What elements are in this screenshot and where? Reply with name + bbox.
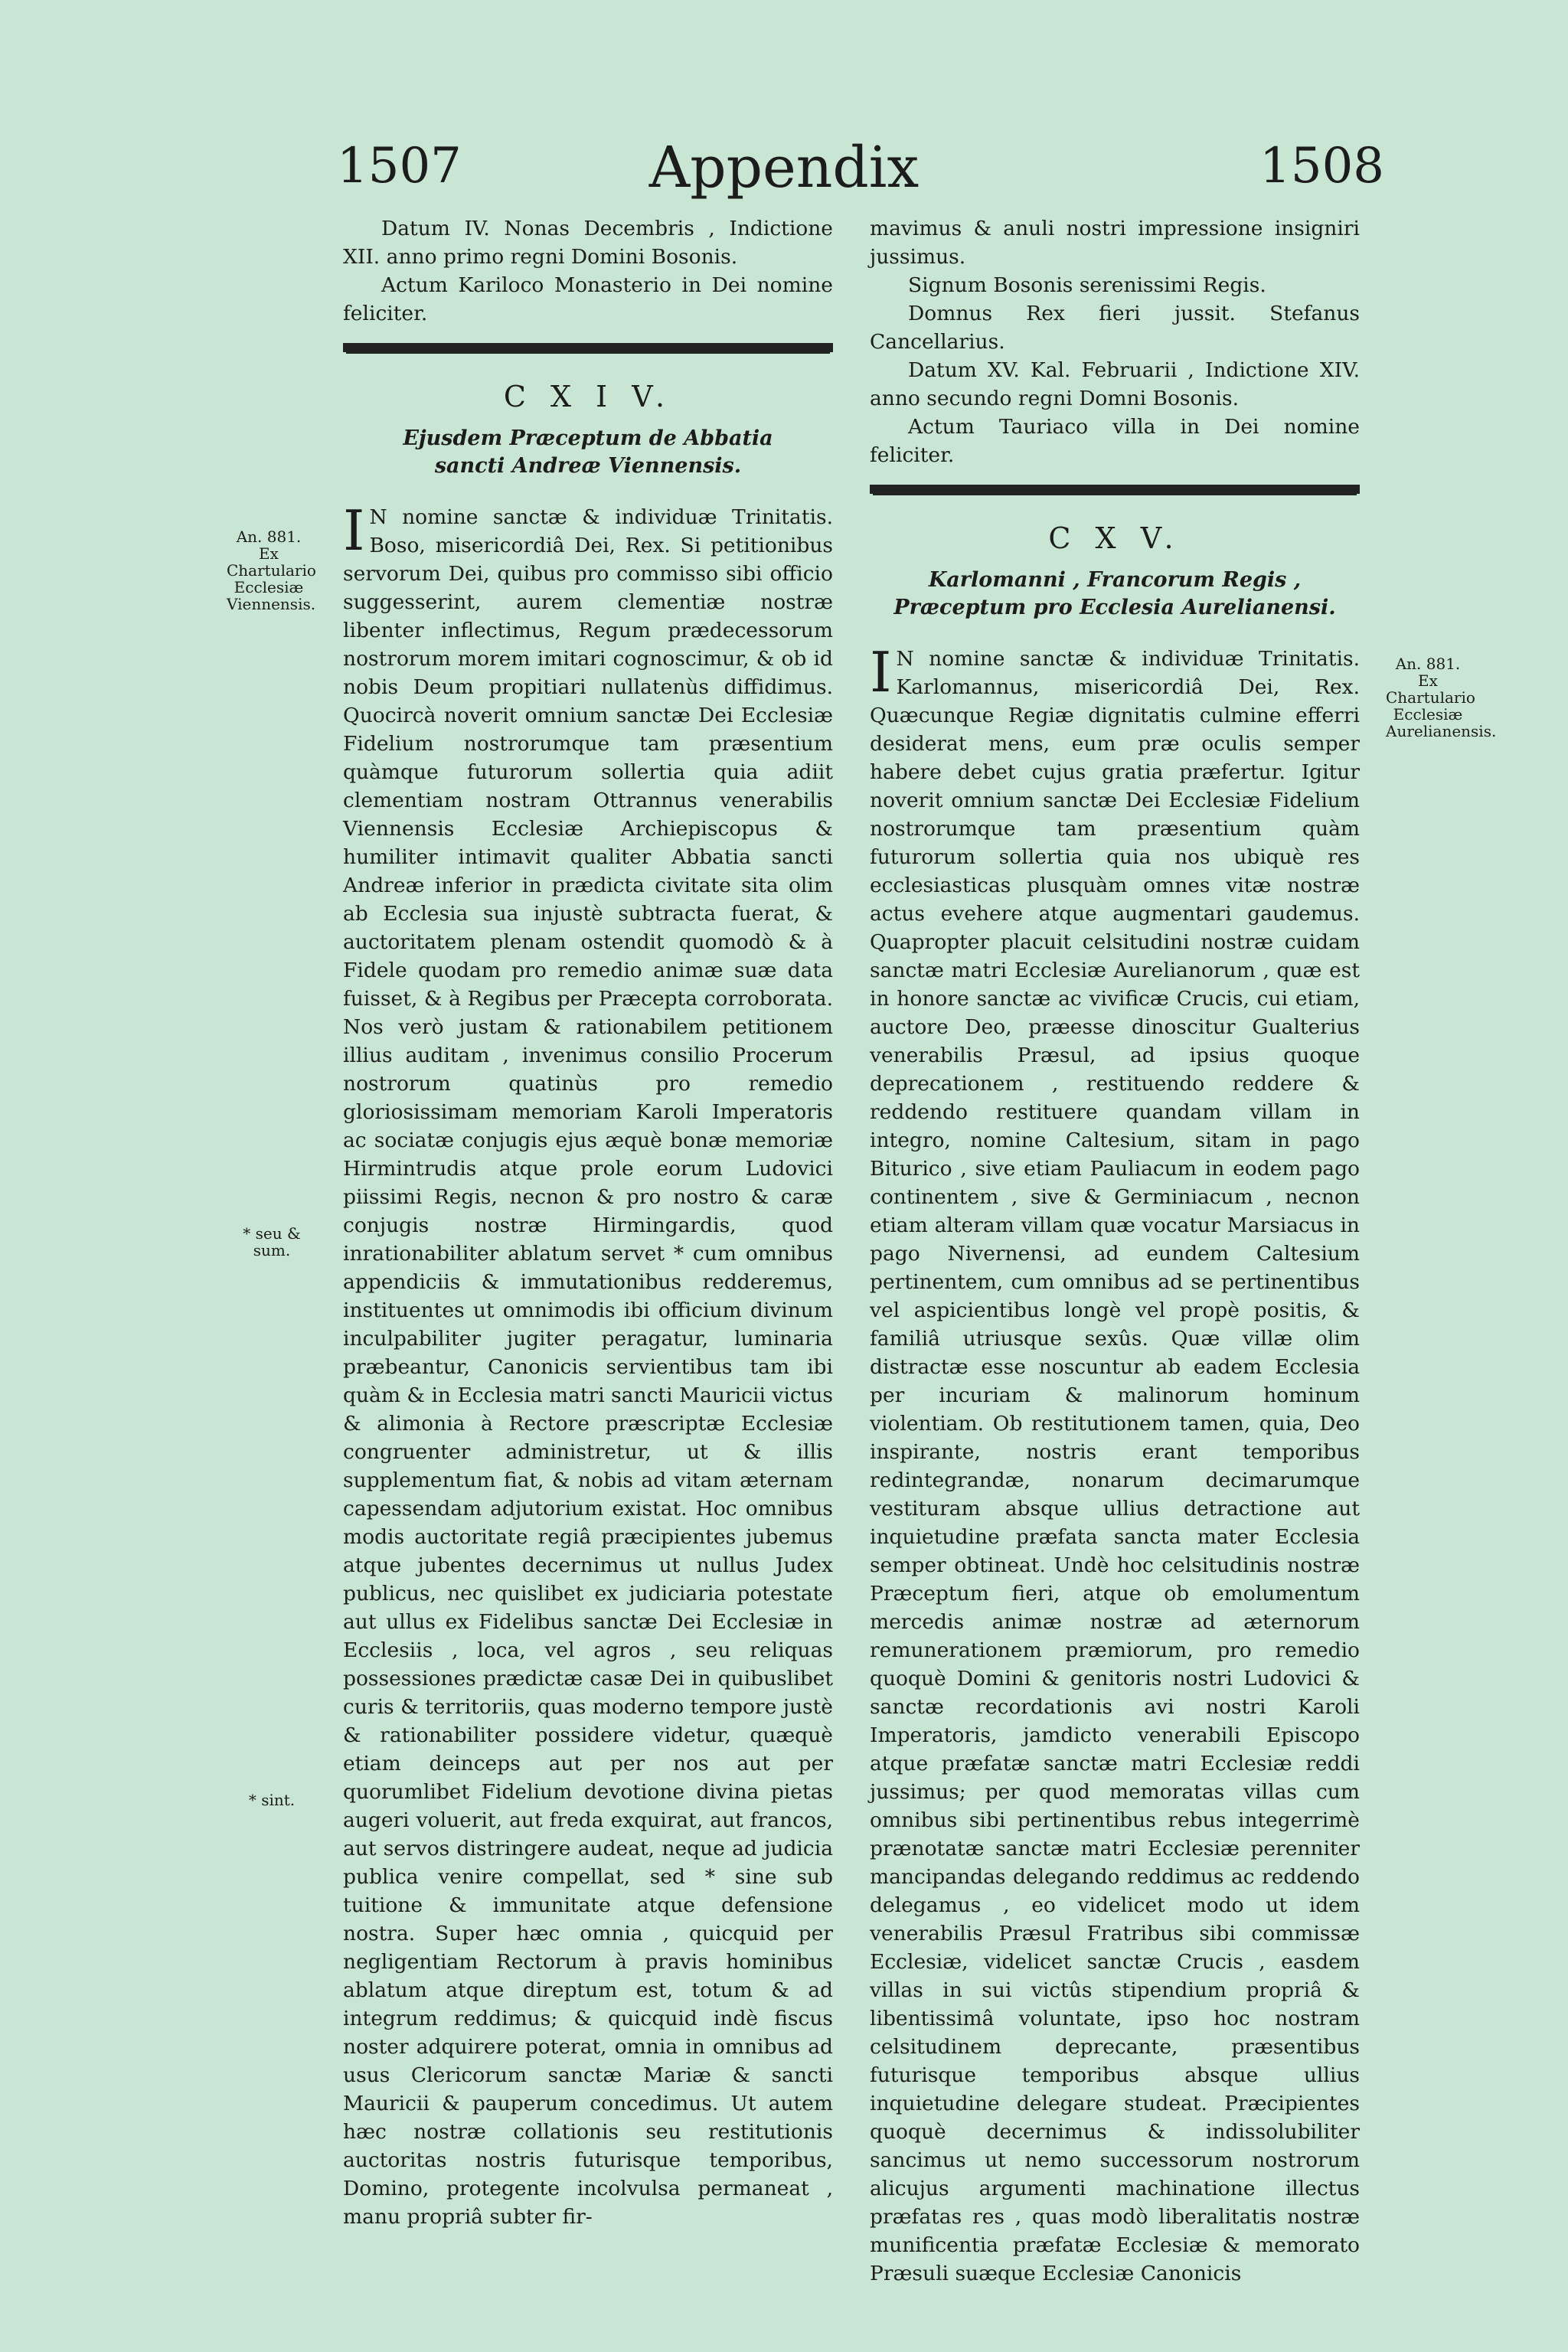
margin-note-source-right: An. 881. Ex Chartulario Ecclesiæ Aurelianensis. [1386,655,1497,740]
closing-line: Signum Bosonis serenissimi Regis. [908,273,1266,297]
closing-line: Actum Kariloco Monasterio in Dei nomine feliciter. [343,273,833,325]
charter-text [343,498,833,2231]
page-title: Appendix [648,135,920,201]
margin-note-source-left: An. 881. Ex Chartulario Ecclesiæ Viennensis. [227,528,316,613]
closing-line: Domnus Rex fieri jussit. Stefanus Cancellarius. [870,302,1360,354]
closing-line: Datum IV. Nonas Decembris , Indictione XII. anno primo regni Domini Bosonis. [343,217,833,269]
charter-text [870,640,1360,2288]
closing-line: mavimus & anuli nostri impressione insigniri jussimus. [870,217,1360,269]
margin-note-variant-2: * sint. [248,1791,296,1809]
charter-body: N nomine sanctæ & individuæ Trinitatis. Karlomannus, misericordiâ Dei, Rex. Quæcunque Regiæ dignitatis culmine efferri desiderat mens, eum præ oculis semper habere debet cujus gratia præfertur. Igitur noverit omnium sanctæ Dei Ecclesiæ Fidelium nostrorumque tam præsentium quàm futurorum sollertia quia nos ubiquè res ecclesiasticas plusquàm omnes vitæ nostræ actus evehere atque augmentari gaudemus. Quapropter placuit celsitudini nostræ cuidam sanctæ matri Ecclesiæ Aurelianorum , quæ est in honore sanctæ ac vivificæ Crucis, cui etiam, auctore Deo, præesse dinoscitur Gualterius venerabilis Præsul, ad ipsius quoque deprecationem , restituendo reddere & reddendo restituere quandam villam in integro, nomine Caltesium, sitam in pago Biturico , sive etiam Pauliacum in eodem pago continentem , sive & Germiniacum , necnon etiam alteram villam quæ vocatur Marsiacus in pago Nivernensi, ad eundem Caltesium pertinentem, cum omnibus ad se pertinentibus vel aspicientibus longè vel propè positis, & familiâ utriusque sexûs. Quæ villæ olim distractæ esse noscuntur ab eadem Ecclesia per incuriam & malinorum hominum violentiam. Ob restitutionem tamen, quia, Deo inspirante, nostris erant temporibus redintegrandæ, nonarum decimarumque vestituram absque ullius detractione aut inquietudine præfata sancta mater Ecclesia semper obtineat. Undè hoc celsitudinis nostræ Præceptum fieri, atque ob emolumentum mercedis animæ nostræ ad æternorum remunerationem præmiorum, pro remedio quoquè Domini & genitoris nostri Ludovici & sanctæ recordationis avi nostri Karoli Imperatoris, jamdicto venerabili Episcopo atque præfatæ sanctæ matri Ecclesiæ reddi jussimus; per quod memoratas villas cum omnibus sibi pertinentibus rebus integerrimè prænotatæ sanctæ matri Ecclesiæ perenniter mancipandas delegando reddimus ac reddendo delegamus , eo videlicet modo ut idem venerabilis Præsul Fratribus sibi commissæ Ecclesiæ, videlicet sanctæ Crucis , easdem villas in sui victûs stipendium propriâ & libentissimâ voluntate, ipso hoc nostram celsitudinem deprecante, præsentibus futurisque temporibus absque ullius inquietudine delegare studeat. Præcipientes quoquè decernimus & indissolubiliter sancimus ut nemo successorum nostrorum alicujus argumenti machinatione illectus præfatas res , quas modò liberalitatis nostræ munificentia præfatæ Ecclesiæ & memorato Præsuli suæque Ecclesiæ Canonicis [870,647,1360,2285]
right-column [870,214,1360,2288]
charter-body: N nomine sanctæ & individuæ Trinitatis. Boso, misericordiâ Dei, Rex. Si petitionibus servorum Dei, quibus pro commisso sibi officio suggesserint, aurem clementiæ nostræ libenter inflectimus, Regum prædecessorum nostrorum morem imitari cognoscimur, & ob id nobis Deum propitiari nullatenùs diffidimus. Quocircà noverit omnium sanctæ Dei Ecclesiæ Fidelium nostrorumque tam præsentium quàmque futurorum sollertia quia adiit clementiam nostram Ottrannus venerabilis Viennensis Ecclesiæ Archiepiscopus & humiliter intimavit qualiter Abbatia sancti Andreæ inferior in prædicta civitate sita olim ab Ecclesia sua injustè subtracta fuerat, & auctoritatem plenam ostendit quomodò & à Fidele quodam pro remedio animæ suæ data fuisset, & à Regibus per Præcepta corroborata. Nos verò justam & rationabilem petitionem illius auditam , invenimus consilio Procerum nostrorum quatinùs pro remedio gloriosissimam memoriam Karoli Imperatoris ac sociatæ conjugis ejus æquè bonæ memoriæ Hirmintrudis atque prole eorum Ludovici piissimi Regis, necnon & pro nostro & caræ conjugis nostræ Hirmingardis, quod inrationabiliter ablatum servet * cum omnibus appendiciis & immutationibus redderemus, instituentes ut omnimodis ibi officium divinum inculpabiliter jugiter peragatur, luminaria præbeantur, Canonicis servientibus tam ibi quàm & in Ecclesia matri sancti Mauricii victus & alimonia à Rectore præscriptæ Ecclesiæ congruenter administretur, ut & illis supplementum fiat, & nobis ad vitam æternam capessendam adjutorium existat. Hoc omnibus modis auctoritate regiâ præcipientes jubemus atque jubentes decernimus ut nullus Judex publicus, nec quislibet ex judiciaria potestate aut ullus ex Fidelibus sanctæ Dei Ecclesiæ in Ecclesiis , loca, vel agros , seu reliquas possessiones prædictæ casæ Dei in quibuslibet curis & territoriis, quas moderno tempore justè & rationabiliter possidere videtur, quæquè etiam deinceps aut per nos aut per quorumlibet Fidelium devotione divina pietas augeri voluerit, aut freda exquirat, aut francos, aut servos distringere audeat, neque ad judicia publica venire compellat, sed * sine sub tuitione & immunitate atque defensione nostra. Super hæc omnia , quicquid per negligentiam Rectorum à pravis hominibus ablatum atque direptum est, totum & ad integrum reddimus; & quicquid indè fiscus noster adquirere poterat, omnia in omnibus ad usus Clericorum sanctæ Mariæ & sancti Mauricii & pauperum concedimus. Ut autem hæc nostræ collationis seu restitutionis auctoritas nostris futurisque temporibus, Domino, protegente incolvulsa permaneat , manu propriâ subter fir- [343,505,833,2229]
page-number-right: 1508 [1259,138,1384,194]
closing-line: Actum Tauriaco villa in Dei nomine feliciter. [870,415,1360,467]
drop-cap: I [870,640,892,704]
left-column [343,214,833,2231]
section-title: Ejusdem Præceptum de Abbatia sancti Andreæ Viennensis. [403,426,773,478]
drop-cap: I [343,498,365,563]
margin-note-variant-1: * seu & sum. [243,1224,301,1259]
section-number: C X V. [1048,521,1181,555]
closing-line: Datum XV. Kal. Februarii , Indictione XIV. anno secundo regni Domni Bosonis. [870,358,1360,410]
section-divider [343,343,833,352]
section-number: C X I V. [503,380,673,413]
section-divider [870,485,1360,494]
section-title: Karlomanni , Francorum Regis , Præceptum pro Ecclesia Aurelianensi. [893,568,1336,619]
page-number-left: 1507 [337,138,462,194]
